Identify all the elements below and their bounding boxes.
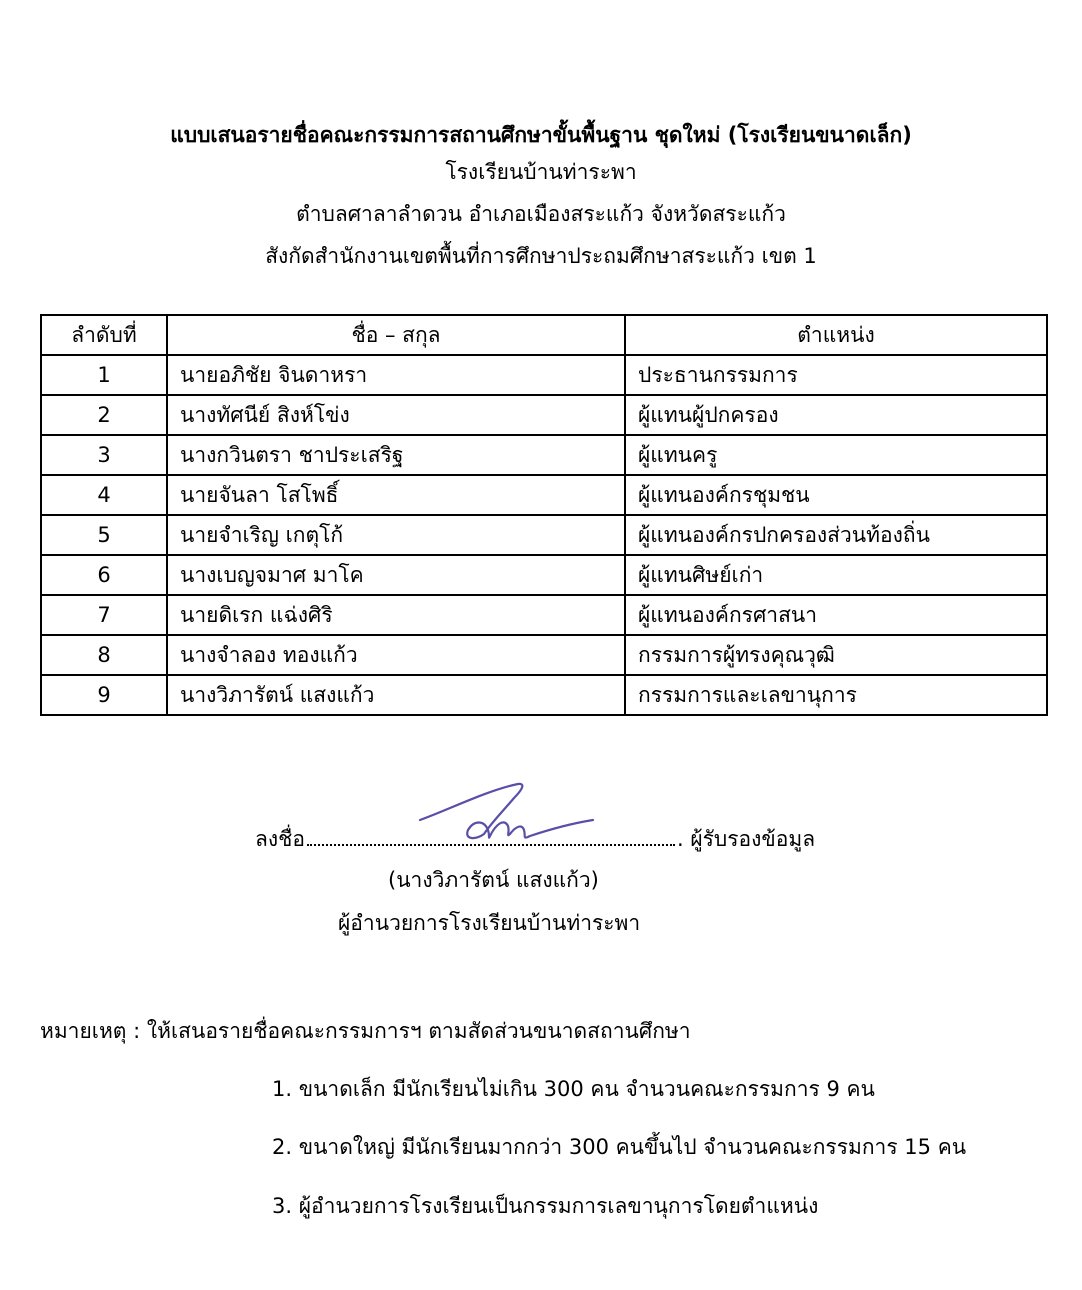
committee-table (40, 314, 1048, 716)
handwritten-signature (418, 780, 598, 850)
member-name: นางเบญจมาศ มาโค (167, 555, 625, 595)
school-name: โรงเรียนบ้านท่าระพา (445, 160, 637, 184)
note-item: 2. ขนาดใหญ่ มีนักเรียนมากกว่า 300 คนขึ้นไป จำนวนคณะกรรมการ 15 คน (272, 1135, 967, 1159)
row-number: 7 (41, 595, 167, 635)
member-name: นายดิเรก แฉ่งศิริ (167, 595, 625, 635)
member-position: กรรมการและเลขานุการ (625, 675, 1047, 715)
signer-title: ผู้อำนวยการโรงเรียนบ้านท่าระพา (338, 911, 641, 935)
table-header-row (41, 315, 1047, 355)
note-heading: หมายเหตุ : ให้เสนอรายชื่อคณะกรรมการฯ ตามสัดส่วนขนาดสถานศึกษา (40, 1019, 691, 1043)
row-number: 3 (41, 435, 167, 475)
member-position: ผู้แทนครู (625, 435, 1047, 475)
member-position: ผู้แทนผู้ปกครอง (625, 395, 1047, 435)
row-number: 4 (41, 475, 167, 515)
member-name: นายจันลา โสโพธิ์ (167, 475, 625, 515)
header-order: ลำดับที่ (41, 315, 167, 355)
member-name: นางวิภารัตน์ แสงแก้ว (167, 675, 625, 715)
member-name: นางทัศนีย์ สิงห์โข่ง (167, 395, 625, 435)
member-position: ผู้แทนองค์กรชุมชน (625, 475, 1047, 515)
header-name: ชื่อ – สกุล (167, 315, 625, 355)
member-position: ผู้แทนองค์กรศาสนา (625, 595, 1047, 635)
table-row (41, 475, 1047, 515)
row-number: 6 (41, 555, 167, 595)
row-number: 9 (41, 675, 167, 715)
signer-name: (นางวิภารัตน์ แสงแก้ว) (388, 868, 599, 892)
member-position: ประธานกรรมการ (625, 355, 1047, 395)
table-row (41, 595, 1047, 635)
table-row (41, 395, 1047, 435)
table-row (41, 675, 1047, 715)
note-item: 1. ขนาดเล็ก มีนักเรียนไม่เกิน 300 คน จำนวนคณะกรรมการ 9 คน (272, 1077, 875, 1101)
row-number: 2 (41, 395, 167, 435)
table-row (41, 635, 1047, 675)
document-title: แบบเสนอรายชื่อคณะกรรมการสถานศึกษาขั้นพื้นฐาน ชุดใหม่ (โรงเรียนขนาดเล็ก) (170, 123, 912, 147)
school-affiliation: สังกัดสำนักงานเขตพื้นที่การศึกษาประถมศึกษาสระแก้ว เขต 1 (265, 244, 817, 268)
member-name: นายอภิชัย จินดาหรา (167, 355, 625, 395)
table-row (41, 355, 1047, 395)
row-number: 8 (41, 635, 167, 675)
table-row (41, 515, 1047, 555)
note-item: 3. ผู้อำนวยการโรงเรียนเป็นกรรมการเลขานุการโดยตำแหน่ง (272, 1194, 819, 1218)
member-position: กรรมการผู้ทรงคุณวุฒิ (625, 635, 1047, 675)
header-position: ตำแหน่ง (625, 315, 1047, 355)
table-row (41, 555, 1047, 595)
signature-label: ลงชื่อ (255, 827, 305, 851)
member-name: นางกวินตรา ชาประเสริฐ (167, 435, 625, 475)
member-name: นายจำเริญ เกตุโก้ (167, 515, 625, 555)
school-address: ตำบลศาลาลำดวน อำเภอเมืองสระแก้ว จังหวัดสระแก้ว (296, 202, 786, 226)
member-position: ผู้แทนองค์กรปกครองส่วนท้องถิ่น (625, 515, 1047, 555)
row-number: 5 (41, 515, 167, 555)
row-number: 1 (41, 355, 167, 395)
member-position: ผู้แทนศิษย์เก่า (625, 555, 1047, 595)
signature-suffix: . ผู้รับรองข้อมูล (677, 827, 816, 851)
member-name: นางจำลอง ทองแก้ว (167, 635, 625, 675)
table-row (41, 435, 1047, 475)
